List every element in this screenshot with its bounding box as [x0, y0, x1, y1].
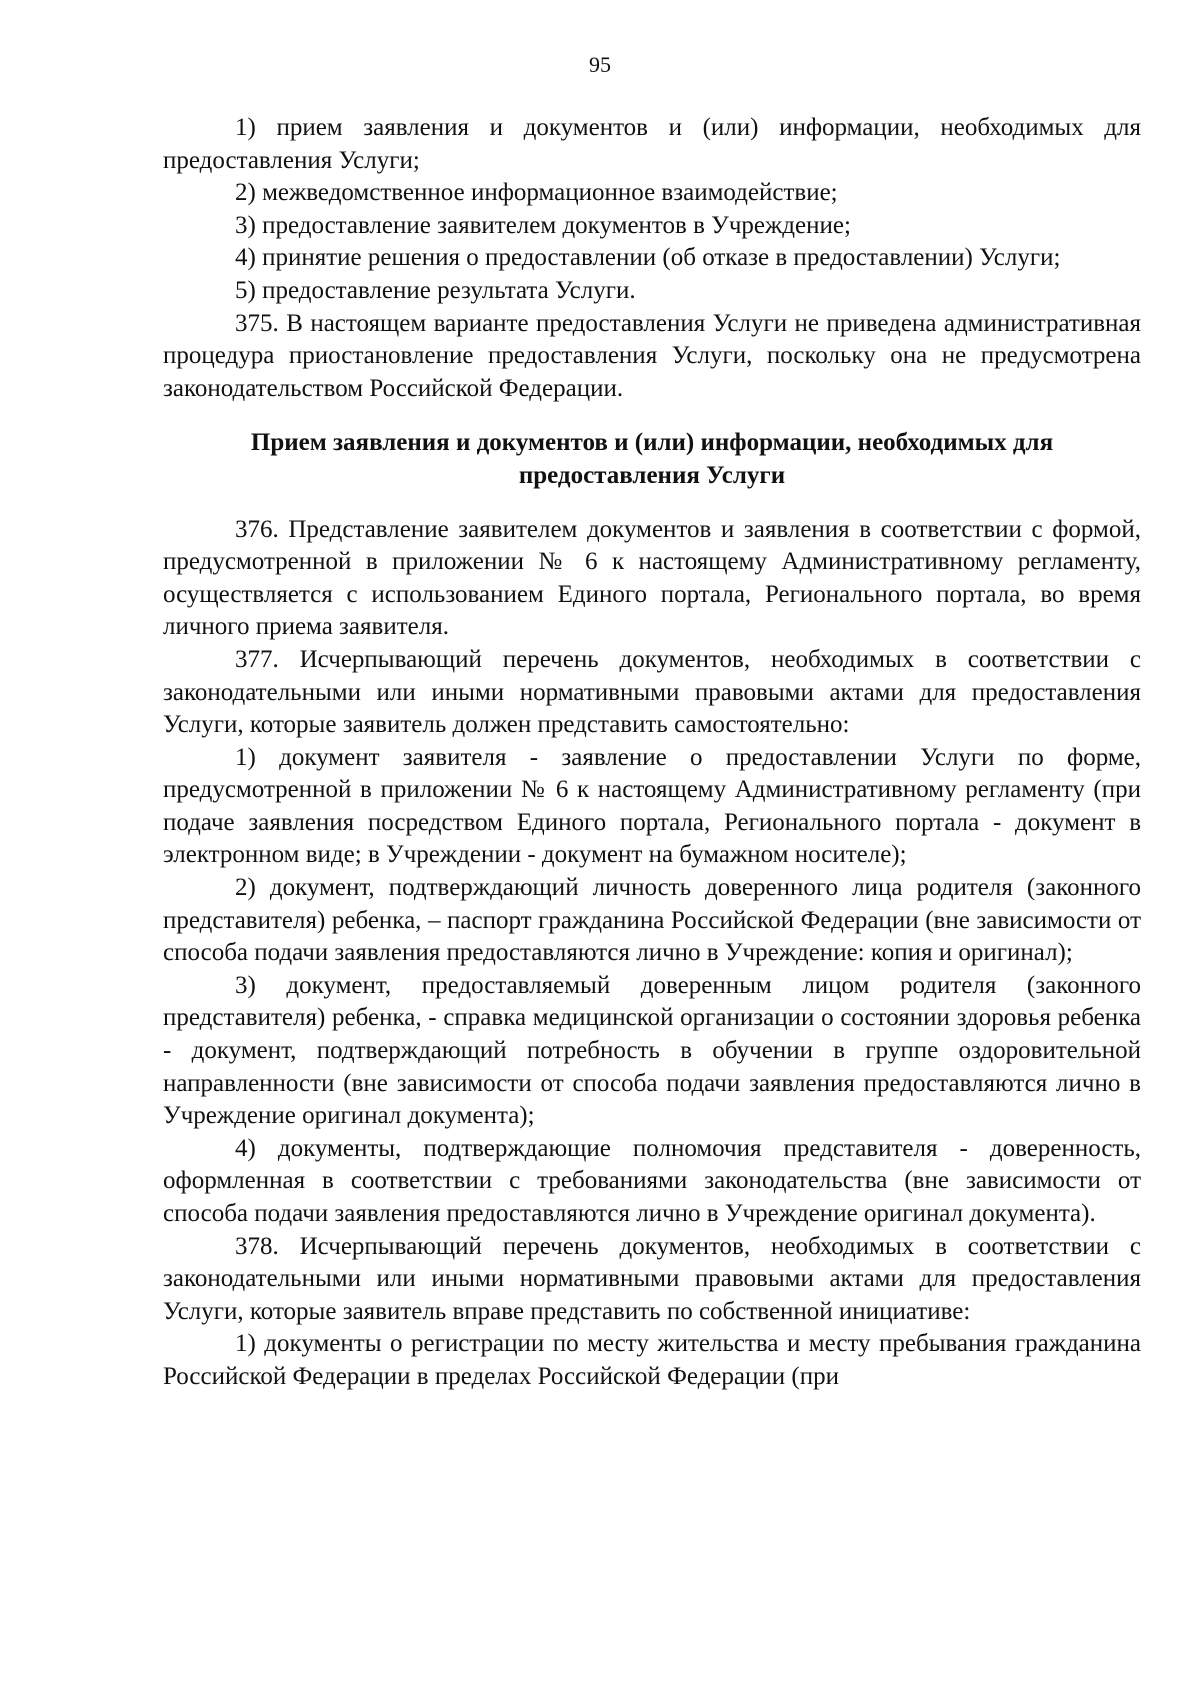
paragraph-377: 377. Исчерпывающий перечень документов, необходимых в соответствии с законодательными или иными нормативными правовыми актами для предоставления Услуги, которые заявитель должен представить самостоятельно: [163, 645, 1141, 739]
document-body [163, 112, 1141, 1394]
p377-item-1: 1) документ заявителя - заявление о предоставлении Услуги по форме, предусмотренной в приложении № 6 к настоящему Административному регламенту (при подаче заявления посредством Единого портала, Регионального портала - документ в электронном виде; в Учреждении - документ на бумажном носителе); [163, 743, 1141, 869]
section-heading-line-1: Прием заявления и документов и (или) информации, необходимых для [250, 429, 1054, 457]
paragraph-375: 375. В настоящем варианте предоставления Услуги не приведена административная процедура приостановление предоставления Услуги, поскольку она не предусмотрена законодательством Российской Федерации. [163, 309, 1141, 402]
paragraph-376: 376. Представление заявителем документов и заявления в соответствии с формой, предусмотренной в приложении № 6 к настоящему Административному регламенту, осуществляется с использованием Единого портала, Регионального портала, во время личного приема заявителя. [163, 515, 1141, 641]
stage-item-4: 4) принятие решения о предоставлении (об отказе в предоставлении) Услуги; [235, 244, 1061, 272]
p378-item-1: 1) документы о регистрации по месту жительства и месту пребывания гражданина Российской Федерации в пределах Российской Федерации (при [163, 1330, 1141, 1390]
stage-item-2: 2) межведомственное информационное взаимодействие; [235, 179, 838, 207]
page-number: 95 [589, 52, 611, 77]
section-heading [163, 427, 1141, 492]
stage-item-5: 5) предоставление результата Услуги. [235, 276, 636, 304]
p377-item-2: 2) документ, подтверждающий личность доверенного лица родителя (законного представителя) ребенка, – паспорт гражданина Российской Федерации (вне зависимости от способа подачи заявления предоставляются лично в Учреждение: копия и оригинал); [163, 874, 1141, 967]
paragraph-378: 378. Исчерпывающий перечень документов, необходимых в соответствии с законодательными или иными нормативными правовыми актами для предоставления Услуги, которые заявитель вправе представить по собственной инициативе: [163, 1232, 1141, 1325]
stage-item-3: 3) предоставление заявителем документов в Учреждение; [235, 211, 851, 239]
section-heading-line-2: предоставления Услуги [518, 461, 786, 489]
stage-item-1: 1) прием заявления и документов и (или) информации, необходимых для предоставления Услуги; [163, 114, 1141, 174]
p377-item-4: 4) документы, подтверждающие полномочия представителя - доверенность, оформленная в соответствии с требованиями законодательства (вне зависимости от способа подачи заявления предоставляются лично в Учреждение оригинал документа). [163, 1134, 1141, 1227]
p377-item-3: 3) документ, предоставляемый доверенным лицом родителя (законного представителя) ребенка, - справка медицинской организации о состоянии здоровья ребенка - документ, подтверждающий потребность в обучении в группе оздоровительной направленности (вне зависимости от способа подачи заявления предоставляются лично в Учреждение оригинал документа); [163, 971, 1141, 1130]
